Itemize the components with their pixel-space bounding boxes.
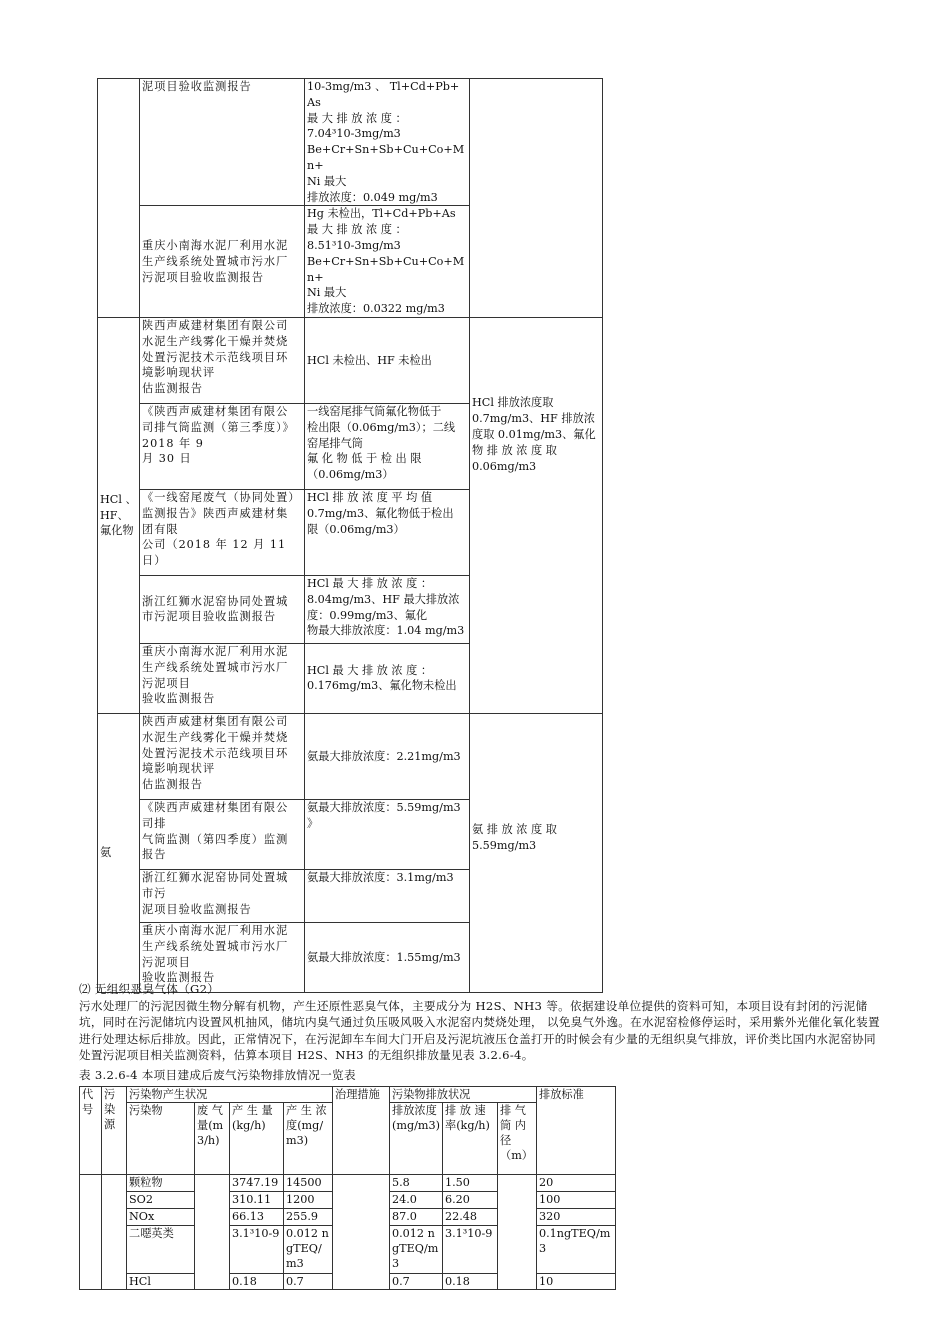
result-line: 氨最大排放浓度：2.21mg/m3 xyxy=(307,749,461,763)
measures-cell xyxy=(333,1175,390,1290)
source-line: 市污泥项目验收监测报告 xyxy=(142,610,277,624)
source-line: 处置污泥技术示范线项目环 xyxy=(142,350,289,364)
result-cell xyxy=(305,643,470,713)
header-measures: 治理措施 xyxy=(333,1087,390,1175)
gen-conc-cell: 255.9 xyxy=(284,1209,333,1226)
gas-volume-cell xyxy=(195,1175,230,1290)
header-source: 污染源 xyxy=(102,1087,127,1175)
result-line: HCl 最 大 排 放 浓 度 ： xyxy=(307,663,433,677)
table-row xyxy=(98,713,603,799)
result-cell xyxy=(305,79,470,206)
code-cell xyxy=(80,1175,102,1290)
source-cell xyxy=(140,643,305,713)
gen-conc-cell: 0.7 xyxy=(284,1274,333,1290)
gen-conc-cell: 0.012 ngTEQ/m3 xyxy=(284,1226,333,1274)
header-pollutant: 污染物 xyxy=(127,1103,195,1175)
source-line: 司排 xyxy=(142,816,167,830)
result-line: 氟 化 物 低 于 检 出 限 xyxy=(307,452,422,466)
source-line: 生产线系统处置城市污水厂 xyxy=(142,939,289,953)
standard-cell xyxy=(470,317,603,713)
result-cell xyxy=(305,869,470,922)
source-cell xyxy=(140,317,305,403)
gen-rate-cell: 0.18 xyxy=(230,1274,284,1290)
result-line: 最 大 排 放 浓 度 ： xyxy=(307,223,407,237)
source-cell xyxy=(140,713,305,799)
standard-cell: 100 xyxy=(537,1192,616,1209)
source-line: 《陕西声威建材集团有限公 xyxy=(142,800,289,814)
source-line: 估监测报告 xyxy=(142,778,203,792)
emit-conc-cell: 24.0 xyxy=(390,1192,443,1209)
source-cell xyxy=(140,79,305,206)
source-line: 重庆小南海水泥厂利用水泥 xyxy=(142,238,289,252)
source-line: 验收监测报告 xyxy=(142,692,216,706)
result-line: 氨最大排放浓度：5.59mg/m3 xyxy=(307,800,461,814)
result-line: （0.06mg/m3） xyxy=(307,468,394,482)
result-line: 排放浓度：0.049 mg/m3 xyxy=(307,190,438,204)
header-gen-conc: 产 生 浓度(mg/m3) xyxy=(284,1103,333,1175)
header-standard: 排放标准 xyxy=(537,1087,616,1175)
result-line: 10-3mg/m3 、 Tl+Cd+Pb+As xyxy=(307,80,460,109)
result-cell xyxy=(305,403,470,489)
source-line: 污泥项目验收监测报告 xyxy=(142,270,264,284)
standard-cell: 10 xyxy=(537,1274,616,1290)
result-line: Ni 最大 xyxy=(307,286,347,300)
source-line: 浙江红狮水泥窑协同处置城 xyxy=(142,870,289,884)
section-paragraph: 污水处理厂的污泥因微生物分解有机物，产生还原性恶臭气体，主要成分为 H2S、NH3 等。依据建设单位提供的资料可知，本项目设有封闭的污泥储坑，同时在污泥储坑内设置风机抽风，储坑内臭气通过负压吸风吸入水泥窑内焚烧处理， 以免臭气外逸。在水泥窑检修停运时，采用紫外光催化氧化装置进行处理达标后排放。因此，正常情况下，在污泥卸车车间大门开启及污泥坑液压仓盖打开的时候会有少量的无组织臭气排放，评价类比国内水泥窑协同处置污泥项目相关监测资料，估算本项目 H2S、NH3 的无组织排放量见表 3.2.6-4。 xyxy=(79,999,880,1062)
source-line: 2018 年 9 xyxy=(142,436,204,450)
emit-rate-cell: 22.48 xyxy=(443,1209,498,1226)
source-line: 市污 xyxy=(142,886,167,900)
emit-conc-cell: 5.8 xyxy=(390,1175,443,1192)
standard-line: 5.59mg/m3 xyxy=(472,838,537,852)
standard-cell: 320 xyxy=(537,1209,616,1226)
source-line: 日） xyxy=(142,554,167,568)
result-line: 0.176mg/m3、氟化物未检出 xyxy=(307,679,457,693)
source-line: 《陕西声威建材集团有限公 xyxy=(142,404,289,418)
pollutant-cell: SO2 xyxy=(127,1192,195,1209)
source-line: 境影响现状评 xyxy=(142,762,216,776)
pollutant-cell: NOx xyxy=(127,1209,195,1226)
pollutant-cell xyxy=(98,79,140,318)
gen-conc-cell: 1200 xyxy=(284,1192,333,1209)
stack-cell xyxy=(498,1175,537,1290)
result-line: 检出限（0.06mg/m3）；二线 xyxy=(307,420,456,434)
emit-rate-cell: 0.18 xyxy=(443,1274,498,1290)
table-row xyxy=(98,317,603,403)
source-cell xyxy=(140,206,305,318)
result-line: HCl 未检出、HF 未检出 xyxy=(307,353,432,367)
result-line: 8.51³10-3mg/m3 xyxy=(307,238,401,252)
gen-rate-cell: 3.1³10-9 xyxy=(230,1226,284,1274)
result-cell xyxy=(305,489,470,575)
pollutant-cell: HCl xyxy=(127,1274,195,1290)
header-code: 代号 xyxy=(80,1087,102,1175)
source-line: 监测报告》陕西声威建材集 xyxy=(142,506,289,520)
standard-line: 氨 排 放 浓 度 取 xyxy=(472,823,557,837)
source-line: 生产线系统处置城市污水厂 xyxy=(142,254,289,268)
header-gen-group: 污染物产生状况 xyxy=(127,1087,333,1103)
gen-rate-cell: 3747.19 xyxy=(230,1175,284,1192)
header-gas-volume: 废 气 量(m3/h) xyxy=(195,1103,230,1175)
source-cell xyxy=(140,575,305,643)
header-emit-conc: 排放浓度(mg/m3) xyxy=(390,1103,443,1175)
result-line: 最 大 排 放 浓 度 ： xyxy=(307,111,407,125)
emit-conc-cell: 0.7 xyxy=(390,1274,443,1290)
result-line: Hg 未检出，Tl+Cd+Pb+As xyxy=(307,207,456,221)
source-cell xyxy=(140,489,305,575)
header-emit-rate: 排 放 速率(kg/h) xyxy=(443,1103,498,1175)
result-line: 排放浓度：0.0322 mg/m3 xyxy=(307,302,445,316)
result-line: 7.04³10-3mg/m3 xyxy=(307,127,401,141)
emit-rate-cell: 3.1³10-9 xyxy=(443,1226,498,1274)
standard-line: 0.06mg/m3 xyxy=(472,459,537,473)
result-line: 氨最大排放浓度：3.1mg/m3 xyxy=(307,870,454,884)
source-line: 水泥生产线雾化干燥并焚烧 xyxy=(142,730,289,744)
source-line: 陕西声威建材集团有限公司 xyxy=(142,318,289,332)
source-cell xyxy=(140,403,305,489)
header-row xyxy=(80,1087,616,1103)
emit-conc-cell: 87.0 xyxy=(390,1209,443,1226)
source-cell xyxy=(102,1175,127,1290)
result-line: 氨最大排放浓度：1.55mg/m3 xyxy=(307,950,461,964)
standard-line: HCl 排放浓度取 xyxy=(472,396,554,410)
table-caption: 表 3.2.6-4 本项目建成后废气污染物排放情况一览表 xyxy=(79,1068,356,1082)
emit-rate-cell: 1.50 xyxy=(443,1175,498,1192)
source-line: 泥项目验收监测报告 xyxy=(142,80,252,93)
source-line: 处置污泥技术示范线项目环 xyxy=(142,746,289,760)
result-line: 度：0.99mg/m3、氟化 xyxy=(307,608,428,622)
source-line: 估监测报告 xyxy=(142,382,203,396)
result-line: Ni 最大 xyxy=(307,174,347,188)
section-heading: ⑵ 无组织恶臭气体（G2） xyxy=(79,982,220,996)
result-cell xyxy=(305,206,470,318)
result-line: 限（0.06mg/m3） xyxy=(307,522,405,536)
gen-conc-cell: 14500 xyxy=(284,1175,333,1192)
source-line: 《一线窑尾废气（协同处置） xyxy=(142,490,301,504)
result-line: Be+Cr+Sn+Sb+Cu+Co+Mn+ xyxy=(307,254,465,284)
result-line: 》 xyxy=(307,816,319,830)
source-line: 污泥项目 xyxy=(142,955,191,969)
pollutant-cell: 颗粒物 xyxy=(127,1175,195,1192)
standard-cell: 20 xyxy=(537,1175,616,1192)
source-line: 水泥生产线雾化干燥并焚烧 xyxy=(142,334,289,348)
source-cell xyxy=(140,799,305,869)
result-line: HCl 最 大 排 放 浓 度 ： xyxy=(307,576,433,590)
source-line: 公司（2018 年 12 月 11 xyxy=(142,538,287,552)
source-line: 泥项目验收监测报告 xyxy=(142,902,252,916)
source-line: 验收监测报告 xyxy=(142,971,216,985)
source-line: 团有限 xyxy=(142,522,179,536)
result-cell xyxy=(305,713,470,799)
gen-rate-cell: 66.13 xyxy=(230,1209,284,1226)
source-line: 司排气筒监测（第三季度）》 xyxy=(142,420,295,434)
pollutant-cell: 二噁英类 xyxy=(127,1226,195,1274)
source-line: 气筒监测（第四季度）监测 xyxy=(142,832,289,846)
result-line: 一线窑尾排气筒氟化物低于 xyxy=(307,404,442,418)
source-line: 生产线系统处置城市污水厂 xyxy=(142,660,289,674)
header-gen-rate: 产 生 量(kg/h) xyxy=(230,1103,284,1175)
standard-cell: 0.1ngTEQ/m3 xyxy=(537,1226,616,1274)
source-line: 报告 xyxy=(142,848,167,862)
emission-table xyxy=(79,1086,616,1290)
pollutant-cell: HCl 、HF、氟化物 xyxy=(98,317,140,713)
table-row xyxy=(98,79,603,206)
source-cell xyxy=(140,869,305,922)
result-line: 8.04mg/m3、HF 最大排放浓 xyxy=(307,592,460,606)
header-emit-group: 污染物排放状况 xyxy=(390,1087,537,1103)
source-line: 污泥项目 xyxy=(142,676,191,690)
standard-cell xyxy=(470,79,603,318)
emit-conc-cell: 0.012 ngTEQ/m3 xyxy=(390,1226,443,1274)
gen-rate-cell: 310.11 xyxy=(230,1192,284,1209)
monitoring-table xyxy=(97,78,603,993)
source-line: 重庆小南海水泥厂利用水泥 xyxy=(142,923,289,937)
result-cell xyxy=(305,317,470,403)
source-line: 月 30 日 xyxy=(142,452,192,466)
source-line: 浙江红狮水泥窑协同处置城 xyxy=(142,594,289,608)
emit-rate-cell: 6.20 xyxy=(443,1192,498,1209)
standard-line: 物 排 放 浓 度 取 xyxy=(472,443,557,457)
standard-line: 0.7mg/m3、HF 排放浓 xyxy=(472,412,595,426)
result-cell xyxy=(305,799,470,869)
source-line: 重庆小南海水泥厂利用水泥 xyxy=(142,644,289,658)
table-row xyxy=(80,1175,616,1192)
result-line: 窑尾排气筒 xyxy=(307,436,363,450)
result-line: HCl 排 放 浓 度 平 均 值 xyxy=(307,490,433,504)
standard-cell xyxy=(470,713,603,992)
standard-line: 度取 0.01mg/m3、氟化 xyxy=(472,428,596,442)
source-line: 陕西声威建材集团有限公司 xyxy=(142,714,289,728)
source-line: 境影响现状评 xyxy=(142,366,216,380)
result-line: 0.7mg/m3、氟化物低于检出 xyxy=(307,506,454,520)
result-cell xyxy=(305,575,470,643)
header-stack: 排 气 筒 内 径（m） xyxy=(498,1103,537,1175)
pollutant-cell: 氨 xyxy=(98,713,140,992)
result-line: Be+Cr+Sn+Sb+Cu+Co+Mn+ xyxy=(307,143,465,172)
result-line: 物最大排放浓度：1.04 mg/m3 xyxy=(307,624,465,638)
